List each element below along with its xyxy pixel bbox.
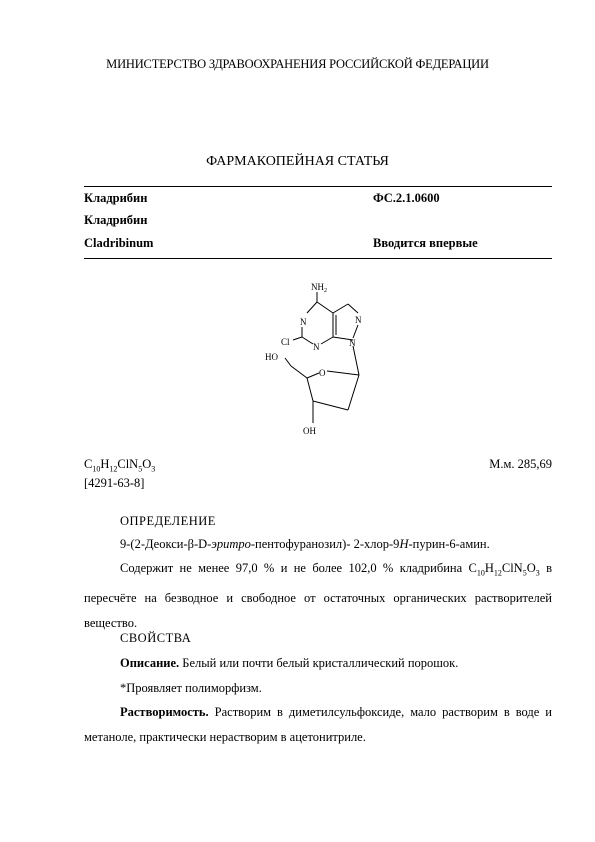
article-title: ФАРМАКОПЕЙНАЯ СТАТЬЯ [206, 154, 389, 169]
monograph-name-ru-1: Кладрибин [84, 191, 148, 205]
properties-heading: СВОЙСТВА [120, 631, 192, 645]
ministry-title: МИНИСТЕРСТВО ЗДРАВООХРАНЕНИЯ РОССИЙСКОЙ ФЕДЕРАЦИИ [106, 57, 489, 71]
header-bottom-rule [84, 258, 552, 259]
n7-label: N [355, 315, 362, 325]
cl-label: Cl [281, 337, 290, 347]
content-paragraph: Содержит не менее 97,0 % и не более 102,0 % кладрибина $C_{10}H_{12}ClN_5O_3$ в пересчёте на безводное и свободное от остаточных органических растворителей вещество. [84, 561, 552, 630]
molecular-formula: $C_{10}H_{12}ClN_5O_3$ [84, 457, 156, 474]
monograph-name-latin: Cladribinum [84, 236, 154, 250]
polymorphism-note: *Проявляет полиморфизм. [120, 681, 262, 695]
description-paragraph: Описание. Белый или почти белый кристаллический порошок. [120, 656, 459, 670]
ring-oxygen-label: O [319, 368, 326, 378]
definition-heading: ОПРЕДЕЛЕНИЕ [120, 514, 216, 528]
cladribin-structure-diagram [255, 280, 375, 440]
oh-label: OH [303, 426, 316, 436]
solubility-paragraph: Растворимость. Растворим в диметилсульфоксиде, мало растворим в воде и метаноле, практически нерастворим в ацетонитриле. [84, 705, 552, 744]
monograph-code: ФС.2.1.0600 [373, 191, 440, 205]
molecular-mass: М.м. 285,69 [489, 457, 552, 471]
monograph-status: Вводится впервые [373, 236, 478, 250]
definition-chemical-name: 9-(2-Деокси-β-D-эритро-пентофуранозил)- 2-хлор-9Н-пурин-6-амин. [120, 537, 490, 551]
n3-label: N [313, 342, 320, 352]
cas-number: [4291-63-8] [84, 476, 145, 490]
ho-label: HO [265, 352, 278, 362]
header-top-rule [84, 186, 552, 187]
monograph-name-ru-2: Кладрибин [84, 213, 148, 227]
nh2-label: $NH_2$ [311, 282, 327, 294]
n9-label: N [349, 338, 356, 348]
n1-label: N [300, 317, 307, 327]
